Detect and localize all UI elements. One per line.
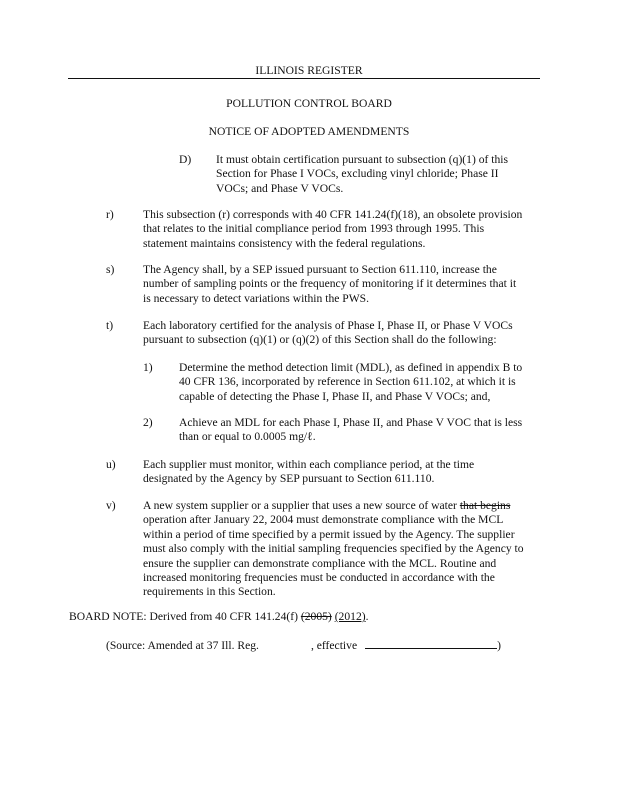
item-t1-line: capable of detecting the Phase I, Phase II, and Phase V VOCs; and, [179,389,491,403]
item-t1-label: 1) [143,361,153,374]
board-note-end: . [365,610,369,623]
item-d-label: D) [179,153,192,166]
header-rule [68,78,540,79]
item-v-line-1-text: A new system supplier or a supplier that uses a new source of water [143,499,460,512]
board-title: POLLUTION CONTROL BOARD [226,97,392,110]
notice-title: NOTICE OF ADOPTED AMENDMENTS [208,125,410,138]
item-d-text [216,153,508,196]
effective-date-blank [365,637,497,649]
item-d-line: It must obtain certification pursuant to subsection (q)(1) of this [216,153,509,166]
source-close: ) [497,639,501,652]
item-s-text [143,263,516,306]
item-t-line: pursuant to subsection (q)(1) or (q)(2) of this Section shall do the following: [143,333,497,347]
source-line-row [106,637,501,653]
item-t-label: t) [106,319,114,332]
item-r-line: that relates to the initial compliance period from 1993 through 1995. This [143,222,485,236]
item-v-text [143,499,524,600]
source-line [106,637,501,653]
item-u-line: Each supplier must monitor, within each compliance period, at the time [143,458,475,471]
item-u-text [143,458,474,487]
item-t2-line: Achieve an MDL for each Phase I, Phase II, and Phase V VOC that is less [179,416,523,429]
item-t1-line: 40 CFR 136, incorporated by reference in Section 611.102, at which it is [179,375,516,389]
item-s-label: s) [106,263,115,276]
item-s-line: The Agency shall, by a SEP issued pursuant to Section 611.110, increase the [143,263,497,276]
board-note [69,610,369,624]
item-v-line: ensure the supplier can demonstrate compliance with the MCL. Routine and [143,556,497,570]
item-d-line: Section for Phase I VOCs, excluding vinyl chloride; Phase II [216,167,499,181]
item-r-label: r) [106,208,114,221]
item-s-line: is necessary to detect variations within the PWS. [143,291,370,305]
source-text: (Source: Amended at 37 Ill. Reg. [106,639,259,652]
item-v-label: v) [106,499,116,512]
register-title-text: ILLINOIS REGISTER [255,64,363,77]
item-d-line: VOCs; and Phase V VOCs. [216,181,344,195]
item-u-label: u) [106,458,116,471]
register-title [0,64,618,78]
item-s-line: number of sampling points or the frequency of monitoring if it determines that it [143,277,517,291]
board-note-text: BOARD NOTE: Derived from 40 CFR 141.24(f) [69,610,301,623]
item-t2-text [179,416,522,445]
item-t1-line: Determine the method detection limit (MDL), as defined in appendix B to [179,361,523,374]
item-t-line: Each laboratory certified for the analysis of Phase I, Phase II, or Phase V VOCs [143,319,513,332]
item-v-line: within a period of time specified by a permit issued by the Agency. The supplier [143,527,515,541]
item-v-line: operation after January 22, 2004 must demonstrate compliance with the MCL [143,513,504,527]
item-u-line: designated by the Agency by SEP pursuant to Section 611.110. [143,472,435,486]
item-r-line: This subsection (r) corresponds with 40 CFR 141.24(f)(18), an obsolete provision [143,208,523,221]
source-effective: , effective [310,639,358,652]
item-v-line: requirements in this Section. [143,585,276,599]
item-r-text [143,208,522,251]
item-v-line: increased monitoring frequencies must be conducted in accordance with the [143,571,495,585]
item-t-text [143,319,513,348]
item-v-line-1 [143,499,524,513]
deleted-year: (2005) [300,610,332,623]
item-t2-line: than or equal to 0.0005 mg/ℓ. [179,430,316,444]
item-v-line: must also comply with the initial sampling frequencies specified by the Agency to [143,542,524,556]
item-t2-label: 2) [143,416,153,429]
item-t1-text [179,361,522,404]
board-note-line [69,610,369,624]
added-year: (2012) [334,610,366,623]
deleted-text: that begins [459,499,511,512]
item-r-line: statement maintains consistency with the federal regulations. [143,236,426,250]
